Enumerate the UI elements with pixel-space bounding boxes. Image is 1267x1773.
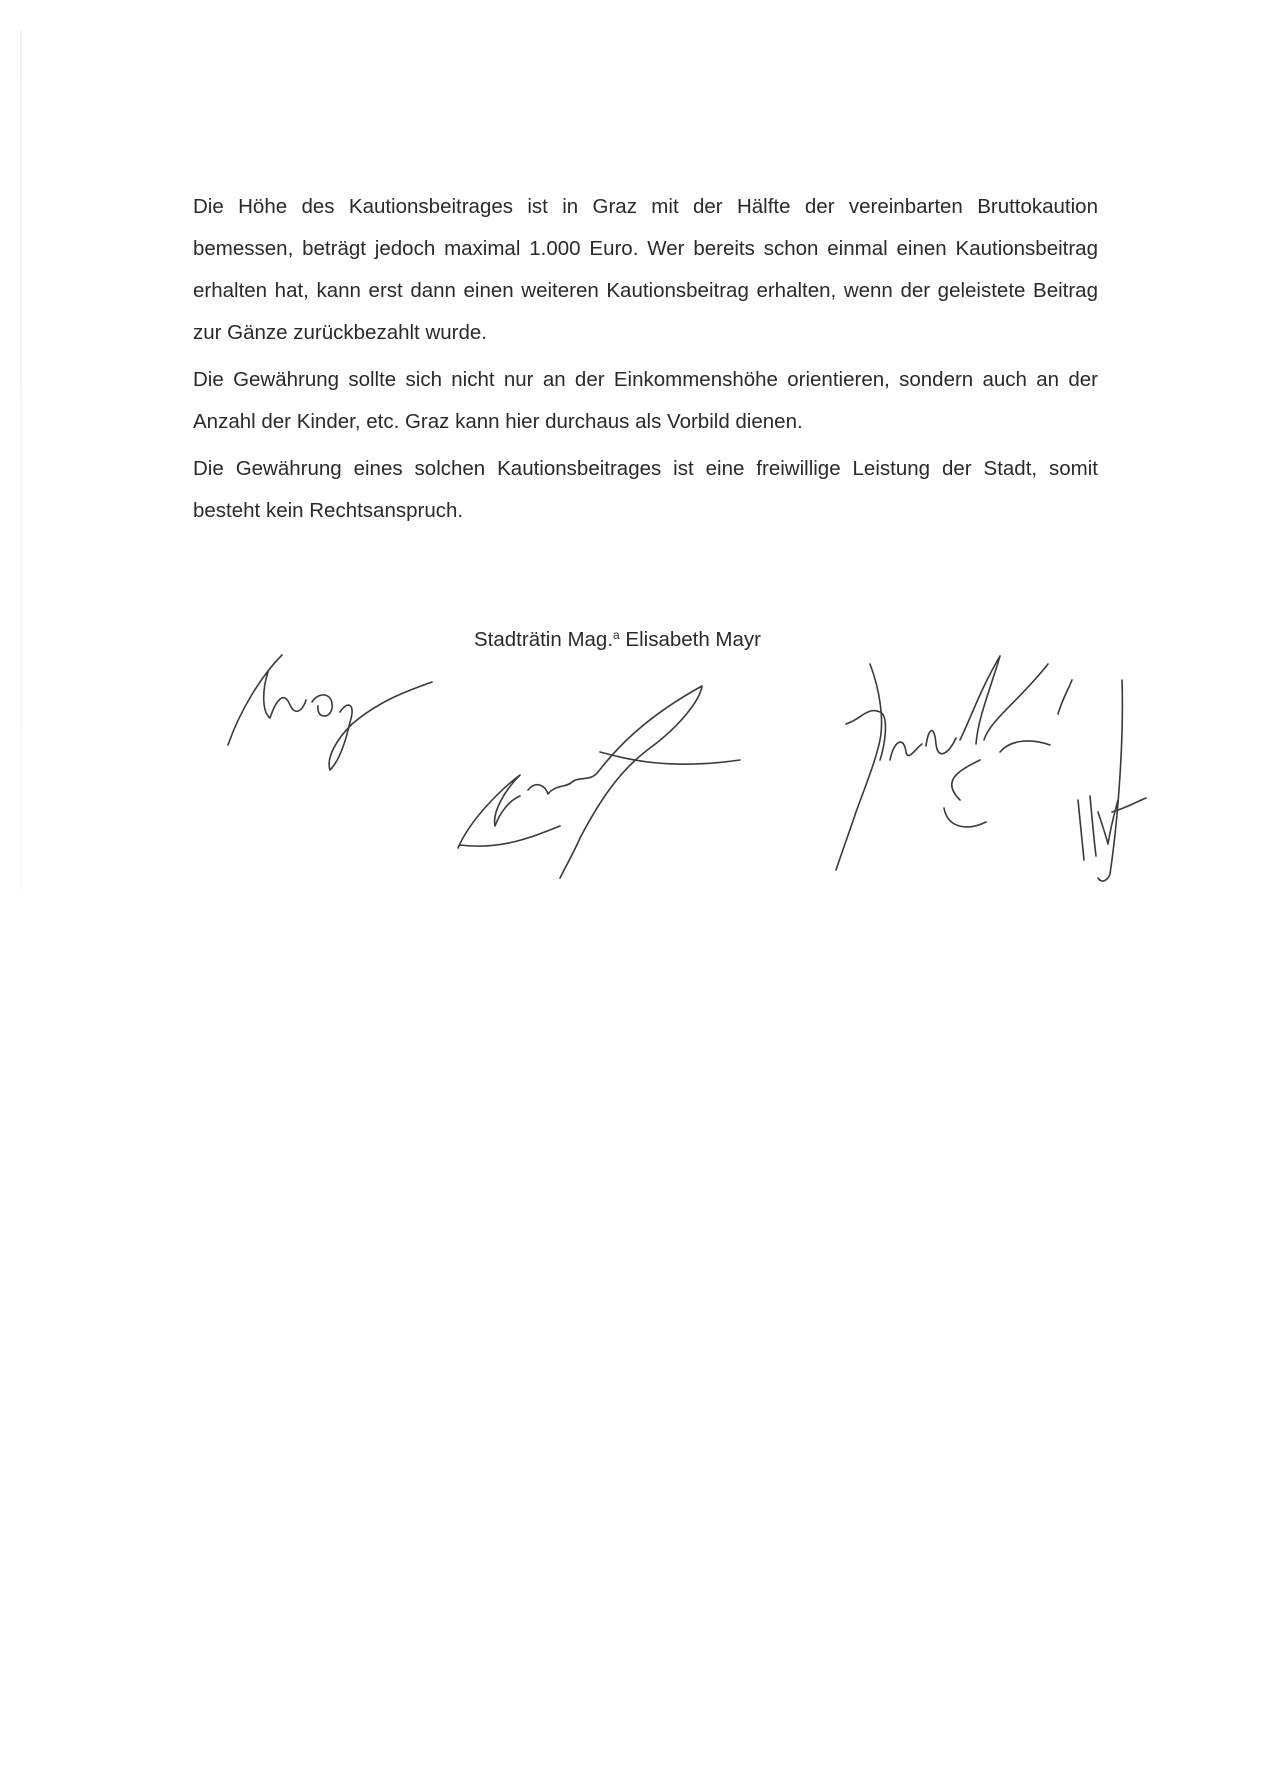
signature-1 bbox=[228, 655, 432, 770]
body-text bbox=[193, 186, 1098, 537]
paragraph-gewaehrung-kriterien: Die Gewährung sollte sich nicht nur an der Einkommenshöhe orientieren, sondern auch an der Anzahl der Kinder, etc. Graz kann hier durchaus als Vorbild dienen. bbox=[193, 368, 1098, 433]
signatory-title-superscript: a bbox=[613, 628, 620, 642]
signature-4 bbox=[1078, 680, 1146, 881]
scan-edge-shadow bbox=[20, 30, 22, 890]
signature-3 bbox=[836, 656, 1072, 870]
signature-2 bbox=[458, 686, 740, 878]
paragraph-rechtsanspruch: Die Gewährung eines solchen Kautionsbeitrages ist eine freiwillige Leistung der Stadt, somit besteht kein Rechtsanspruch. bbox=[193, 457, 1098, 522]
paragraph-kautionsbeitrag: Die Höhe des Kautionsbeitrages ist in Graz mit der Hälfte der vereinbarten Bruttokaution bemessen, beträgt jedoch maximal 1.000 Euro. Wer bereits schon einmal einen Kautionsbeitrag erhalten hat, kann erst dann einen weiteren Kautionsbeitrag erhalten, wenn der geleistete Beitrag zur Gänze zurückbezahlt wurde. bbox=[193, 195, 1098, 344]
signatory-name: Elisabeth Mayr bbox=[625, 628, 761, 651]
signatory-line bbox=[474, 628, 761, 652]
signatory-title: Stadträtin Mag. bbox=[474, 628, 614, 651]
